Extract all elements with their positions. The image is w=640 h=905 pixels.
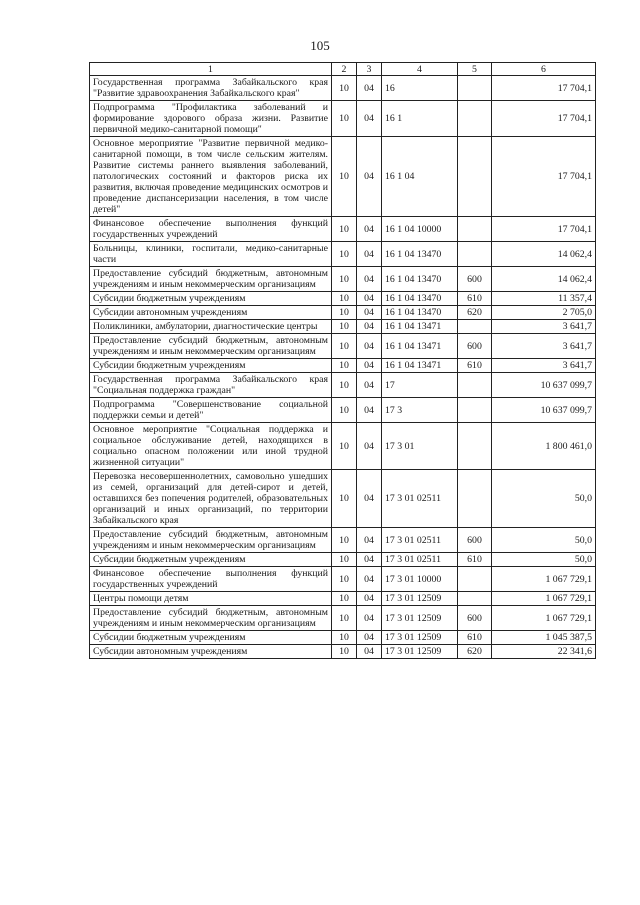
item-name-cell: Основное мероприятие "Развитие первичной медико-санитарной помощи, в том числе сельским жителям. Развитие системы раннего выявления заболеваний, патологических состояний и факторов риска их развития, включая проведение медицинских осмотров и проведение диспансеризации населения, в том числе детей"	[90, 137, 332, 217]
amount-cell: 10 637 099,7	[492, 398, 596, 423]
expense-type-code-cell: 610	[458, 359, 492, 373]
target-article-code-cell: 17 3 01	[382, 423, 458, 470]
item-name-cell: Предоставление субсидий бюджетным, автономным учреждениям и иным некоммерческим организациям	[90, 334, 332, 359]
subsection-code-cell: 04	[357, 423, 382, 470]
table-row	[90, 76, 596, 101]
item-name-cell: Государственная программа Забайкальского края "Развитие здравоохранения Забайкальского края"	[90, 76, 332, 101]
section-code-cell: 10	[332, 101, 357, 137]
subsection-code-cell: 04	[357, 553, 382, 567]
amount-cell: 14 062,4	[492, 242, 596, 267]
expense-type-code-cell	[458, 217, 492, 242]
subsection-code-cell: 04	[357, 320, 382, 334]
subsection-code-cell: 04	[357, 76, 382, 101]
expense-type-code-cell: 600	[458, 334, 492, 359]
target-article-code-cell: 16 1 04 13471	[382, 359, 458, 373]
item-name-cell: Центры помощи детям	[90, 592, 332, 606]
subsection-code-cell: 04	[357, 292, 382, 306]
item-name-cell: Государственная программа Забайкальского края "Социальная поддержка граждан"	[90, 373, 332, 398]
amount-cell: 10 637 099,7	[492, 373, 596, 398]
page-number: 105	[310, 38, 330, 53]
table-row	[90, 334, 596, 359]
target-article-code-cell: 17 3 01 12509	[382, 645, 458, 659]
section-code-cell: 10	[332, 606, 357, 631]
expense-type-code-cell: 600	[458, 528, 492, 553]
table-row	[90, 592, 596, 606]
table-row	[90, 553, 596, 567]
item-name-cell: Субсидии бюджетным учреждениям	[90, 631, 332, 645]
target-article-code-cell: 17 3 01 02511	[382, 470, 458, 528]
amount-cell: 1 045 387,5	[492, 631, 596, 645]
target-article-code-cell: 16 1	[382, 101, 458, 137]
target-article-code-cell: 16 1 04 13470	[382, 267, 458, 292]
item-name-cell: Подпрограмма "Профилактика заболеваний и формирование здорового образа жизни. Развитие первичной медико-санитарной помощи"	[90, 101, 332, 137]
expense-type-code-cell: 610	[458, 292, 492, 306]
target-article-code-cell: 16 1 04 10000	[382, 217, 458, 242]
item-name-cell: Больницы, клиники, госпитали, медико-санитарные части	[90, 242, 332, 267]
expense-type-code-cell	[458, 101, 492, 137]
expense-type-code-cell	[458, 76, 492, 101]
section-code-cell: 10	[332, 567, 357, 592]
amount-cell: 14 062,4	[492, 267, 596, 292]
target-article-code-cell: 17 3 01 02511	[382, 528, 458, 553]
target-article-code-cell: 17 3 01 12509	[382, 606, 458, 631]
expense-type-code-cell	[458, 242, 492, 267]
section-code-cell: 10	[332, 645, 357, 659]
section-code-cell: 10	[332, 267, 357, 292]
table-row	[90, 320, 596, 334]
subsection-code-cell: 04	[357, 334, 382, 359]
subsection-code-cell: 04	[357, 359, 382, 373]
item-name-cell: Перевозка несовершеннолетних, самовольно ушедших из семей, организаций для детей-сирот и детей, оставшихся без попечения родителей, образовательных организаций и иных организаций, по территории Забайкальского края	[90, 470, 332, 528]
table-row	[90, 567, 596, 592]
amount-cell: 1 067 729,1	[492, 592, 596, 606]
subsection-code-cell: 04	[357, 606, 382, 631]
item-name-cell: Финансовое обеспечение выполнения функций государственных учреждений	[90, 567, 332, 592]
section-code-cell: 10	[332, 398, 357, 423]
expense-type-code-cell	[458, 398, 492, 423]
expense-type-code-cell	[458, 470, 492, 528]
amount-cell: 17 704,1	[492, 137, 596, 217]
target-article-code-cell: 16 1 04 13470	[382, 242, 458, 267]
target-article-code-cell: 17 3 01 10000	[382, 567, 458, 592]
table-row	[90, 359, 596, 373]
amount-cell: 17 704,1	[492, 76, 596, 101]
amount-cell: 17 704,1	[492, 217, 596, 242]
table-row	[90, 606, 596, 631]
expense-type-code-cell	[458, 373, 492, 398]
expense-type-code-cell: 610	[458, 553, 492, 567]
item-name-cell: Предоставление субсидий бюджетным, автономным учреждениям и иным некоммерческим организациям	[90, 267, 332, 292]
item-name-cell: Субсидии бюджетным учреждениям	[90, 292, 332, 306]
target-article-code-cell: 16 1 04 13471	[382, 334, 458, 359]
item-name-cell: Подпрограмма "Совершенствование социальной поддержки семьи и детей"	[90, 398, 332, 423]
amount-cell: 2 705,0	[492, 306, 596, 320]
section-code-cell: 10	[332, 137, 357, 217]
header-cell: 6	[492, 63, 596, 76]
expense-type-code-cell: 620	[458, 645, 492, 659]
subsection-code-cell: 04	[357, 306, 382, 320]
expense-type-code-cell: 600	[458, 267, 492, 292]
header-cell: 4	[382, 63, 458, 76]
amount-cell: 3 641,7	[492, 334, 596, 359]
section-code-cell: 10	[332, 242, 357, 267]
table-row	[90, 217, 596, 242]
target-article-code-cell: 17	[382, 373, 458, 398]
section-code-cell: 10	[332, 631, 357, 645]
subsection-code-cell: 04	[357, 398, 382, 423]
section-code-cell: 10	[332, 528, 357, 553]
section-code-cell: 10	[332, 470, 357, 528]
expense-type-code-cell	[458, 137, 492, 217]
header-cell: 3	[357, 63, 382, 76]
table-row	[90, 292, 596, 306]
table-row	[90, 137, 596, 217]
item-name-cell: Основное мероприятие "Социальная поддержка и социальное обслуживание детей, находящихся в социально опасном положении или иной трудной жизненной ситуации"	[90, 423, 332, 470]
table-row	[90, 528, 596, 553]
section-code-cell: 10	[332, 306, 357, 320]
expense-type-code-cell	[458, 567, 492, 592]
table-header-row	[90, 63, 596, 76]
budget-table	[89, 62, 596, 659]
target-article-code-cell: 16 1 04 13470	[382, 292, 458, 306]
subsection-code-cell: 04	[357, 528, 382, 553]
expense-type-code-cell	[458, 592, 492, 606]
header-cell: 1	[90, 63, 332, 76]
amount-cell: 50,0	[492, 528, 596, 553]
section-code-cell: 10	[332, 553, 357, 567]
target-article-code-cell: 17 3 01 12509	[382, 592, 458, 606]
item-name-cell: Финансовое обеспечение выполнения функций государственных учреждений	[90, 217, 332, 242]
subsection-code-cell: 04	[357, 470, 382, 528]
header-cell: 5	[458, 63, 492, 76]
table-row	[90, 101, 596, 137]
subsection-code-cell: 04	[357, 242, 382, 267]
target-article-code-cell: 17 3 01 12509	[382, 631, 458, 645]
item-name-cell: Субсидии бюджетным учреждениям	[90, 553, 332, 567]
expense-type-code-cell	[458, 423, 492, 470]
target-article-code-cell: 16	[382, 76, 458, 101]
item-name-cell: Предоставление субсидий бюджетным, автономным учреждениям и иным некоммерческим организациям	[90, 528, 332, 553]
section-code-cell: 10	[332, 423, 357, 470]
section-code-cell: 10	[332, 334, 357, 359]
subsection-code-cell: 04	[357, 267, 382, 292]
section-code-cell: 10	[332, 373, 357, 398]
budget-table-body	[90, 63, 596, 659]
expense-type-code-cell: 600	[458, 606, 492, 631]
amount-cell: 50,0	[492, 470, 596, 528]
item-name-cell: Субсидии автономным учреждениям	[90, 645, 332, 659]
target-article-code-cell: 16 1 04 13470	[382, 306, 458, 320]
subsection-code-cell: 04	[357, 645, 382, 659]
table-row	[90, 470, 596, 528]
subsection-code-cell: 04	[357, 137, 382, 217]
amount-cell: 50,0	[492, 553, 596, 567]
expense-type-code-cell: 620	[458, 306, 492, 320]
amount-cell: 1 067 729,1	[492, 567, 596, 592]
amount-cell: 11 357,4	[492, 292, 596, 306]
header-cell: 2	[332, 63, 357, 76]
target-article-code-cell: 16 1 04	[382, 137, 458, 217]
table-row	[90, 242, 596, 267]
target-article-code-cell: 16 1 04 13471	[382, 320, 458, 334]
amount-cell: 17 704,1	[492, 101, 596, 137]
item-name-cell: Субсидии автономным учреждениям	[90, 306, 332, 320]
amount-cell: 1 067 729,1	[492, 606, 596, 631]
subsection-code-cell: 04	[357, 631, 382, 645]
table-row	[90, 645, 596, 659]
subsection-code-cell: 04	[357, 217, 382, 242]
subsection-code-cell: 04	[357, 373, 382, 398]
amount-cell: 3 641,7	[492, 320, 596, 334]
table-row	[90, 631, 596, 645]
section-code-cell: 10	[332, 592, 357, 606]
subsection-code-cell: 04	[357, 567, 382, 592]
item-name-cell: Предоставление субсидий бюджетным, автономным учреждениям и иным некоммерческим организациям	[90, 606, 332, 631]
table-row	[90, 267, 596, 292]
section-code-cell: 10	[332, 292, 357, 306]
section-code-cell: 10	[332, 217, 357, 242]
amount-cell: 22 341,6	[492, 645, 596, 659]
expense-type-code-cell	[458, 320, 492, 334]
section-code-cell: 10	[332, 320, 357, 334]
table-row	[90, 423, 596, 470]
item-name-cell: Субсидии бюджетным учреждениям	[90, 359, 332, 373]
target-article-code-cell: 17 3 01 02511	[382, 553, 458, 567]
amount-cell: 1 800 461,0	[492, 423, 596, 470]
item-name-cell: Поликлиники, амбулатории, диагностические центры	[90, 320, 332, 334]
section-code-cell: 10	[332, 359, 357, 373]
table-row	[90, 373, 596, 398]
section-code-cell: 10	[332, 76, 357, 101]
target-article-code-cell: 17 3	[382, 398, 458, 423]
table-row	[90, 398, 596, 423]
amount-cell: 3 641,7	[492, 359, 596, 373]
subsection-code-cell: 04	[357, 101, 382, 137]
subsection-code-cell: 04	[357, 592, 382, 606]
expense-type-code-cell: 610	[458, 631, 492, 645]
table-row	[90, 306, 596, 320]
